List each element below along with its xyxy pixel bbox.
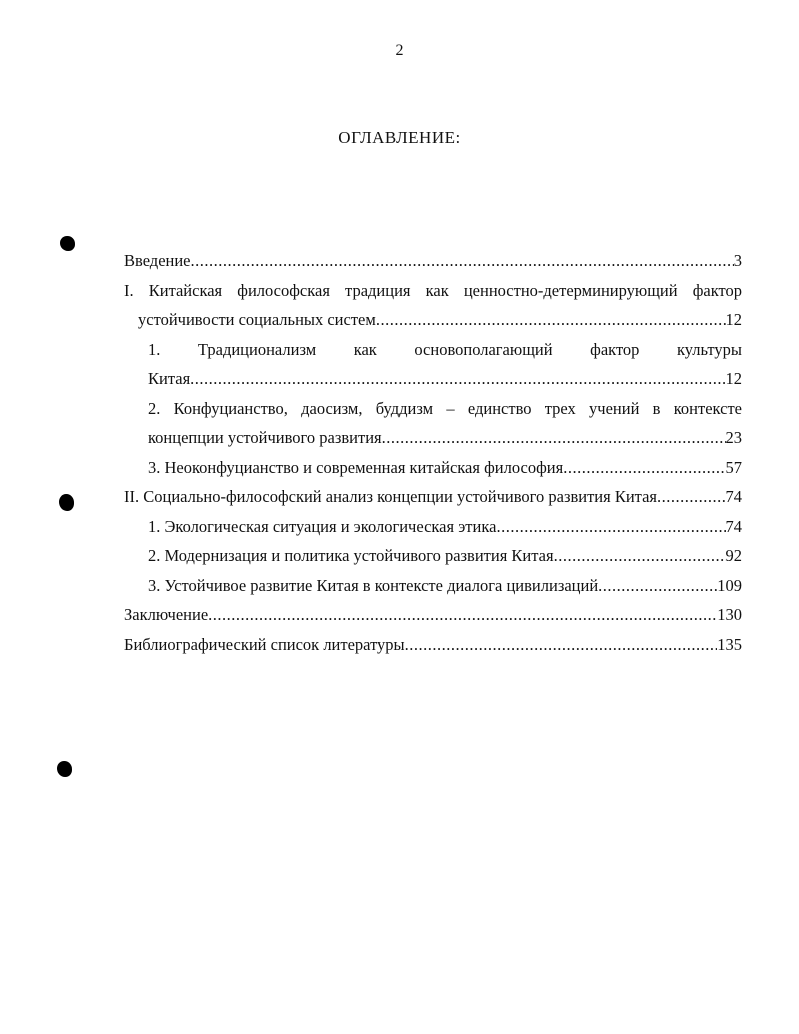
toc-leader-dots: [563, 453, 725, 483]
toc-page-number: 12: [725, 369, 742, 388]
toc-entry-label: Китая: [148, 369, 191, 388]
toc-page-number: 12: [725, 310, 742, 329]
toc-page-number: 135: [717, 634, 742, 654]
toc-leader-dots: [190, 364, 725, 394]
toc-entry-label: Заключение: [124, 605, 209, 624]
toc-leader-dots: [382, 423, 726, 453]
punch-hole-mark-middle: [59, 494, 74, 511]
toc-entry-label: 3. Неоконфуцианство и современная китайская философия: [148, 457, 564, 477]
toc-chapter-1: [124, 305, 742, 335]
punch-hole-mark-bottom: [57, 761, 72, 777]
toc-section-1-1: [124, 364, 742, 394]
toc-entry-label: Введение: [124, 251, 191, 270]
toc-heading: ОГЛАВЛЕНИЕ:: [338, 128, 461, 147]
toc-page-number: 74: [725, 516, 742, 536]
toc-section-1-3: [124, 453, 742, 483]
toc-entry-label: 3. Устойчивое развитие Китая в контексте диалога цивилизаций: [148, 575, 599, 595]
toc-leader-dots: [554, 541, 726, 571]
toc-leader-dots: [405, 630, 718, 660]
toc-page-number: 130: [717, 605, 742, 624]
toc-section-1-2-title-line1: 2. Конфуцианство, даосизм, буддизм – единство трех учений в контексте: [148, 398, 742, 418]
toc-leader-dots: [208, 600, 717, 630]
table-of-contents: [124, 246, 742, 659]
punch-hole-mark-top: [60, 236, 75, 251]
page-number: 2: [395, 42, 404, 59]
toc-leader-dots: [657, 482, 725, 512]
toc-leader-dots: [598, 571, 717, 601]
toc-entry-bibliography: [124, 630, 742, 660]
toc-leader-dots: [191, 246, 734, 276]
toc-section-2-2: [124, 541, 742, 571]
toc-chapter-1-title-line1: I. Китайская философская традиция как ценностно-детерминирующий фактор: [124, 280, 742, 300]
toc-leader-dots: [376, 305, 726, 335]
toc-page-number: 3: [733, 251, 742, 270]
toc-entry-label: 2. Модернизация и политика устойчивого развития Китая: [148, 546, 554, 565]
toc-section-1-1-title-line1: 1. Традиционализм как основополагающий фактор культуры: [148, 339, 742, 359]
toc-section-2-3: [124, 571, 742, 601]
toc-entry-intro: [124, 246, 742, 276]
toc-section-2-1: [124, 512, 742, 542]
toc-entry-label: II. Социально-философский анализ концепции устойчивого развития Китая: [124, 487, 658, 506]
toc-leader-dots: [496, 512, 725, 542]
toc-entry-label: Библиографический список литературы: [124, 634, 405, 654]
toc-entry-label: концепции устойчивого развития: [148, 428, 382, 447]
toc-page-number: 92: [725, 546, 742, 565]
toc-page-number: 109: [717, 575, 742, 595]
toc-page-number: 74: [725, 487, 742, 506]
toc-page-number: 23: [725, 428, 742, 447]
toc-entry-label: 1. Экологическая ситуация и экологическая этика: [148, 516, 497, 536]
toc-entry-label: устойчивости социальных систем: [138, 310, 376, 329]
toc-section-1-2: [124, 423, 742, 453]
toc-page-number: 57: [725, 457, 742, 477]
toc-chapter-2: [124, 482, 742, 512]
toc-entry-conclusion: [124, 600, 742, 630]
